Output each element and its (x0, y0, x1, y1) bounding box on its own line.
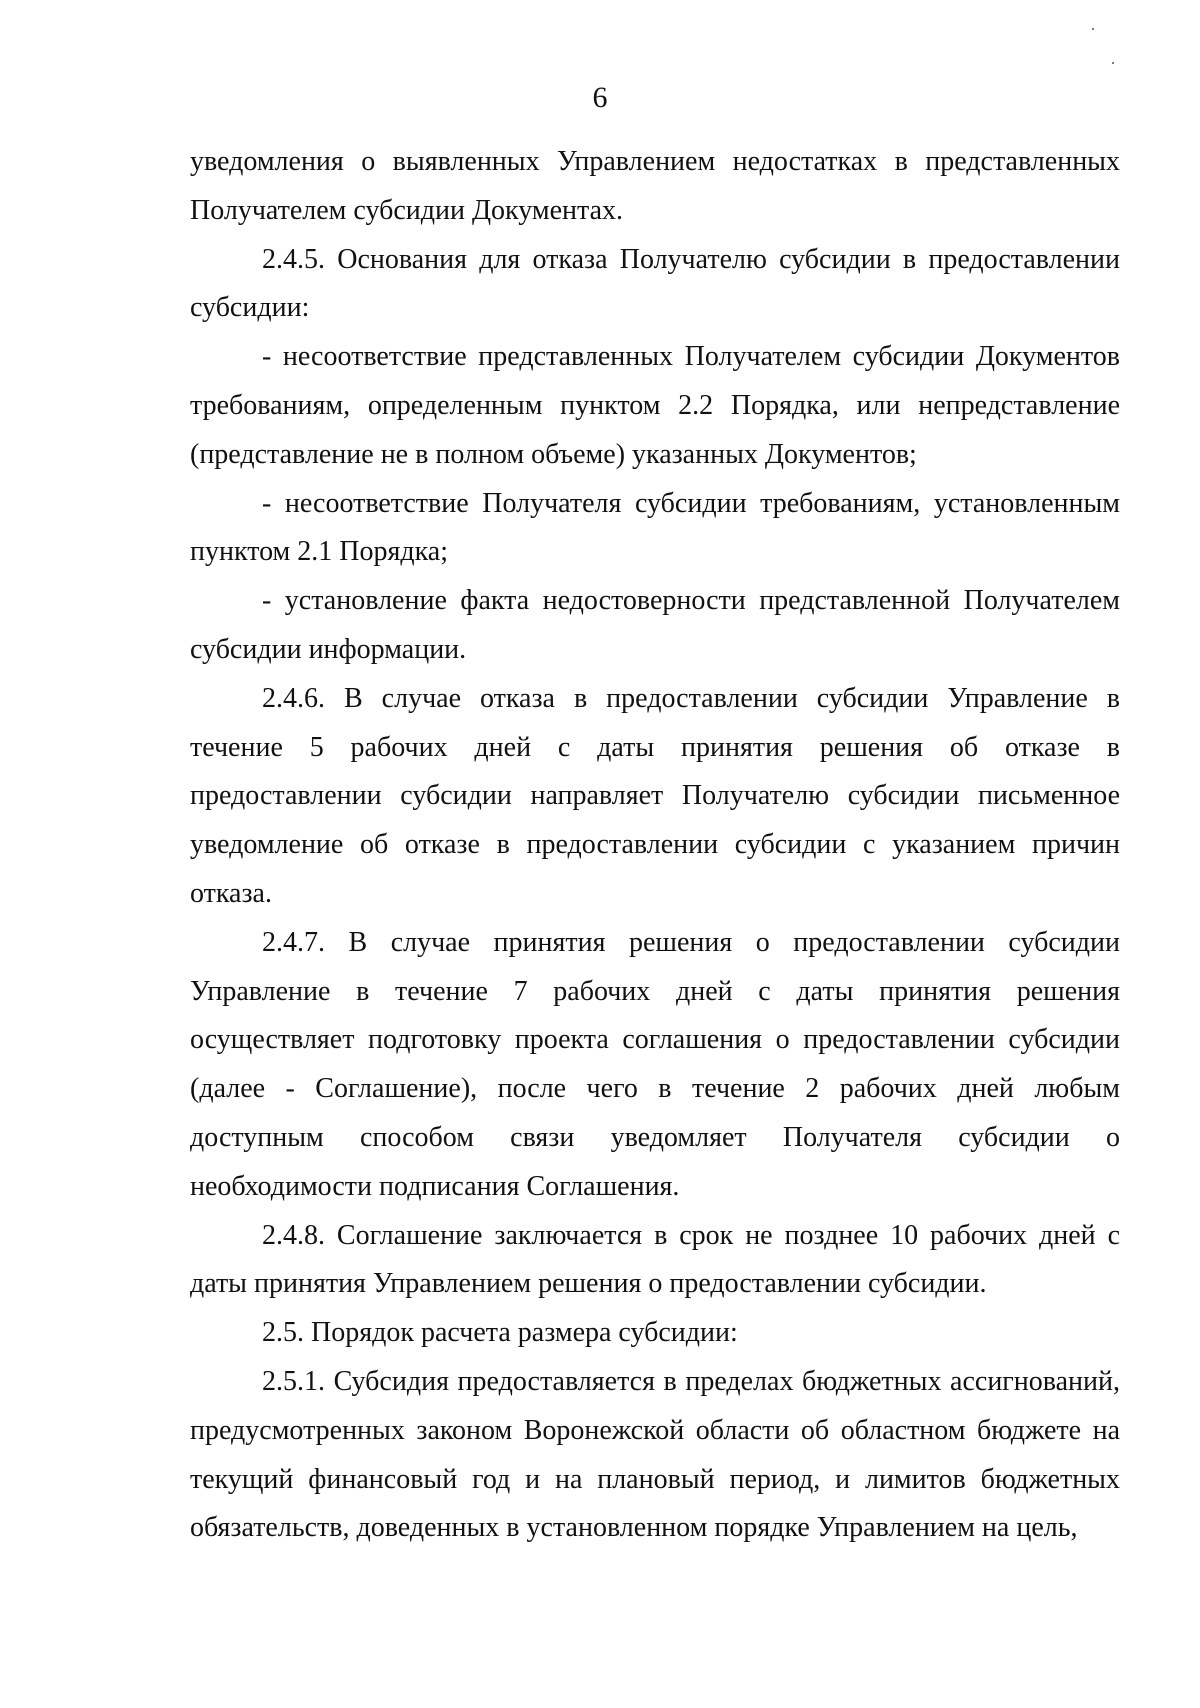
list-item-refusal-ground-2: - несоответствие Получателя субсидии требованиям, установленным пунктом 2.1 Порядка; (190, 487, 1120, 568)
paragraph-2-4-8: 2.4.8. Соглашение заключается в срок не позднее 10 рабочих дней с даты принятия Управлением решения о предоставлении субсидии. (190, 1219, 1120, 1300)
paragraph-2-5: 2.5. Порядок расчета размера субсидии: (262, 1317, 738, 1349)
page-number: 6 (592, 81, 608, 114)
scan-speck (1092, 28, 1094, 30)
paragraph-2-4-6: 2.4.6. В случае отказа в предоставлении субсидии Управление в течение 5 рабочих дней с даты принятия решения об отказе в предоставлении субсидии направляет Получателю субсидии письменное уведомление об отказе в предоставлении субсидии с указанием причин отказа. (190, 682, 1120, 909)
list-item-refusal-ground-1: - несоответствие представленных Получателем субсидии Документов требованиям, определенным пунктом 2.2 Порядка, или непредставление (представление не в полном объеме) указанных Документов; (190, 341, 1120, 470)
scan-speck (1112, 62, 1114, 64)
paragraph-2-4-7: 2.4.7. В случае принятия решения о предоставлении субсидии Управление в течение 7 рабочих дней с даты принятия решения осуществляет подготовку проекта соглашения о предоставлении субсидии (далее - Соглашение), после чего в течение 2 рабочих дней любым доступным способом связи уведомляет Получателя субсидии о необходимости подписания Соглашения. (190, 926, 1120, 1202)
document-body (190, 138, 1120, 1553)
paragraph-continuation: уведомления о выявленных Управлением недостатках в представленных Получателем субсидии Документах. (190, 146, 1120, 226)
paragraph-2-5-1: 2.5.1. Субсидия предоставляется в пределах бюджетных ассигнований, предусмотренных законом Воронежской области об областном бюджете на текущий финансовый год и на плановый период, и лимитов бюджетных обязательств, доведенных в установленном порядке Управлением на цель, (190, 1365, 1120, 1544)
paragraph-2-4-5: 2.4.5. Основания для отказа Получателю субсидии в предоставлении субсидии: (190, 243, 1120, 324)
list-item-refusal-ground-3: - установление факта недостоверности представленной Получателем субсидии информации. (190, 585, 1120, 665)
